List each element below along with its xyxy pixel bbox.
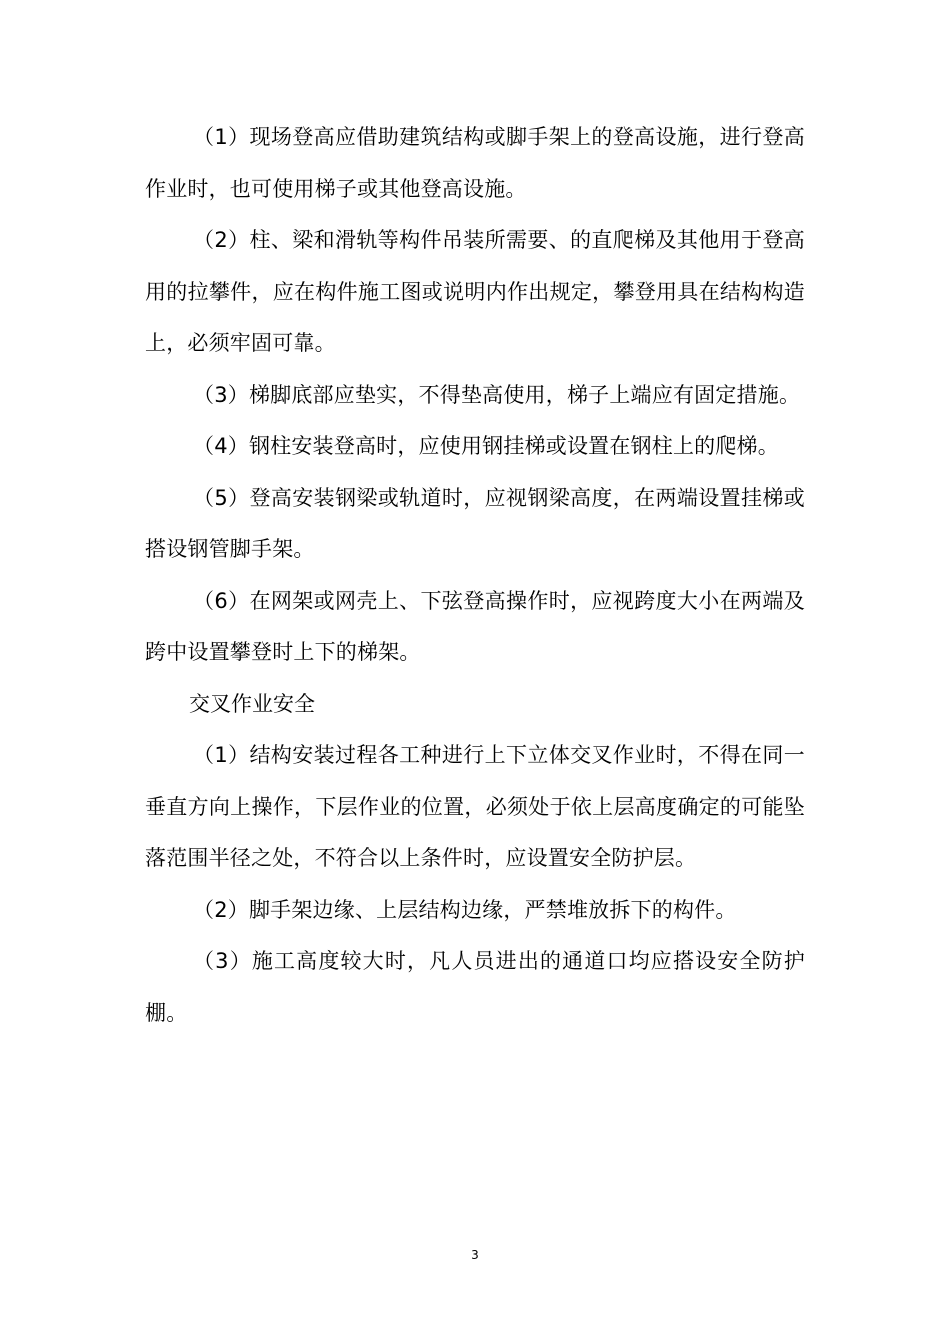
paragraph-cross-3: （3）施工高度较大时，凡人员进出的通道口均应搭设安全防护棚。 [145, 949, 805, 1025]
page-number: 3 [471, 1248, 479, 1262]
paragraph-climbing-2: （2）柱、梁和滑轨等构件吊装所需要、的直爬梯及其他用于登高用的拉攀件，应在构件施工图或说明内作出规定，攀登用具在结构构造上，必须牢固可靠。 [145, 228, 805, 355]
paragraph-climbing-5: （5）登高安装钢梁或轨道时，应视钢梁高度，在两端设置挂梯或搭设钢管脚手架。 [145, 485, 805, 561]
paragraph-cross-1: （1）结构安装过程各工种进行上下立体交叉作业时，不得在同一垂直方向上操作，下层作业的位置，必须处于依上层高度确定的可能坠落范围半径之处，不符合以上条件时，应设置安全防护层。 [145, 743, 805, 870]
paragraph-climbing-1: （1）现场登高应借助建筑结构或脚手架上的登高设施，进行登高作业时，也可使用梯子或其他登高设施。 [145, 125, 805, 201]
section-heading: 交叉作业安全 [189, 691, 315, 716]
paragraph-cross-2: （2）脚手架边缘、上层结构边缘，严禁堆放拆下的构件。 [193, 897, 737, 922]
paragraph-climbing-4: （4）钢柱安装登高时，应使用钢挂梯或设置在钢柱上的爬梯。 [193, 434, 779, 458]
paragraph-climbing-6: （6）在网架或网壳上、下弦登高操作时，应视跨度大小在两端及跨中设置攀登时上下的梯架。 [145, 588, 805, 664]
paragraph-climbing-3: （3）梯脚底部应垫实，不得垫高使用，梯子上端应有固定措施。 [193, 382, 801, 407]
document-body [145, 112, 805, 1039]
